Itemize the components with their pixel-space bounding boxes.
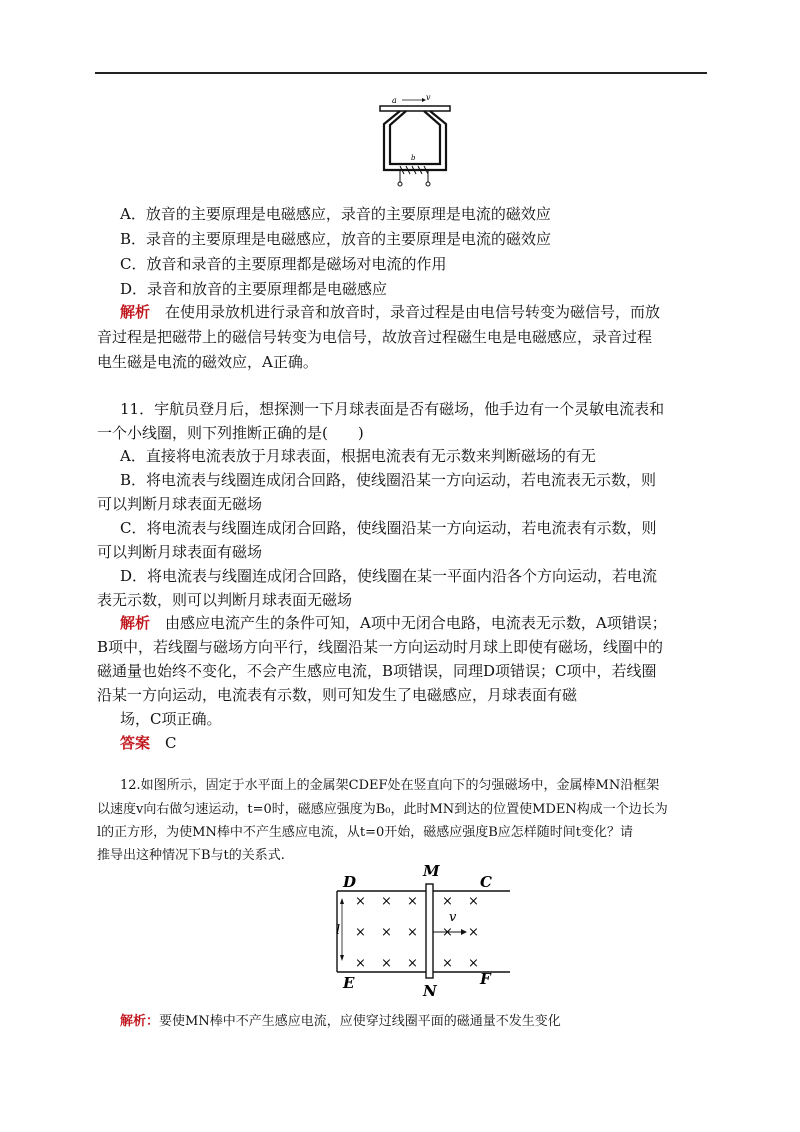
svg-text:×: × [468,956,479,971]
svg-text:×: × [381,925,392,940]
svg-text:×: × [468,894,479,909]
header-rule [95,72,707,74]
q11-option-a: A．直接将电流表放于月球表面，根据电流表有无示数来判断磁场的有无 [120,447,596,465]
q11-option-b-1: B．将电流表与线圈连成闭合回路，使线圈沿某一方向运动，若电流表无示数，则 [120,471,657,489]
figure-sliding-rod [325,862,515,1000]
svg-text:C: C [480,873,492,891]
q11-stem-2: 一个小线圈，则下列推断正确的是( ) [97,424,364,442]
svg-text:F: F [480,970,491,988]
q11-option-d-2: 表无示数，则可以判断月球表面无磁场 [97,591,353,609]
q11-answer-value: C [165,734,177,752]
q11-analysis-line-5: 场，C项正确。 [120,710,222,728]
figure-tape-head [370,92,460,192]
svg-text:v: v [426,93,431,102]
q10-option-d: D．录音和放音的主要原理都是电磁感应 [120,280,388,298]
q11-option-b-2: 可以判断月球表面无磁场 [97,495,263,513]
svg-text:×: × [468,925,479,940]
svg-text:a: a [392,96,397,105]
svg-text:×: × [355,956,366,971]
svg-text:×: × [442,925,453,940]
svg-text:×: × [381,894,392,909]
svg-text:×: × [407,894,418,909]
q12-stem-4: 推导出这种情况下B与t的关系式. [97,848,285,863]
q11-analysis-line-4: 沿某一方向运动，电流表有示数，则可知发生了电磁感应，月球表面有磁 [97,686,578,704]
q11-option-c-1: C．将电流表与线圈连成闭合回路，使线圈沿某一方向运动，若电流表有示数，则 [120,519,657,537]
q11-option-c-2: 可以判断月球表面有磁场 [97,543,263,561]
q12-stem-2: 以速度v向右做匀速运动，t=0时，磁感应强度为B₀，此时MN到达的位置使MDEN构成一个边长为 [97,802,668,817]
svg-text:×: × [407,956,418,971]
q11-analysis-label: 解析 [120,614,151,632]
svg-text:×: × [442,894,453,909]
q10-option-a: A．放音的主要原理是电磁感应，录音的主要原理是电流的磁效应 [120,205,551,223]
svg-text:l: l [336,923,341,938]
q11-stem-1: 11．宇航员登月后，想探测一下月球表面是否有磁场，他手边有一个灵敏电流表和 [120,400,665,418]
svg-text:v: v [449,910,457,925]
svg-text:b: b [411,154,416,162]
q11-answer [120,733,177,753]
svg-text:×: × [442,956,453,971]
q11-analysis-line-1: 解析 由感应电流产生的条件可知，A项中无闭合电路，电流表无示数，A项错误； [120,614,667,632]
svg-text:×: × [355,894,366,909]
svg-text:M: M [423,862,440,880]
q12-stem-1: 12.如图所示，固定于水平面上的金属架CDEF处在竖直向下的匀强磁场中，金属棒MN沿框架 [120,778,660,793]
q12-stem-3: l的正方形，为使MN棒中不产生感应电流，从t=0开始，磁感应强度B应怎样随时间t变化？请 [97,825,634,840]
q10-option-b: B．录音的主要原理是电磁感应，放音的主要原理是电流的磁效应 [120,230,552,248]
q12-analysis: 解析：要使MN棒中不产生感应电流，应使穿过线圈平面的磁通量不发生变化 [120,1014,561,1029]
q11-analysis-line-3: 磁通量也始终不变化，不会产生感应电流，B项错误，同理D项错误；C项中，若线圈 [97,662,657,680]
q10-analysis-label: 解析 [120,303,151,321]
q10-analysis-line-3: 电生磁是电流的磁效应，A正确。 [97,353,318,371]
svg-text:E: E [343,974,355,992]
q11-analysis-line-2: B项中，若线圈与磁场方向平行，线圈沿某一方向运动时月球上即使有磁场，线圈中的 [97,638,664,656]
q10-analysis-line-1: 解析 在使用录放机进行录音和放音时，录音过程是由电信号转变为磁信号，而放 [120,303,661,321]
q11-option-d-1: D．将电流表与线圈连成闭合回路，使线圈在某一平面内沿各个方向运动，若电流 [120,567,658,585]
svg-text:N: N [423,982,437,1000]
q10-option-c: C．放音和录音的主要原理都是磁场对电流的作用 [120,255,447,273]
svg-text:×: × [381,956,392,971]
q12-analysis-label: 解析： [120,1014,160,1029]
q10-analysis-line-2: 音过程是把磁带上的磁信号转变为电信号，故放音过程磁生电是电磁感应，录音过程 [97,328,653,346]
svg-text:×: × [355,925,366,940]
svg-text:D: D [343,873,357,891]
q11-answer-label: 答案 [120,734,151,752]
svg-text:×: × [407,925,418,940]
